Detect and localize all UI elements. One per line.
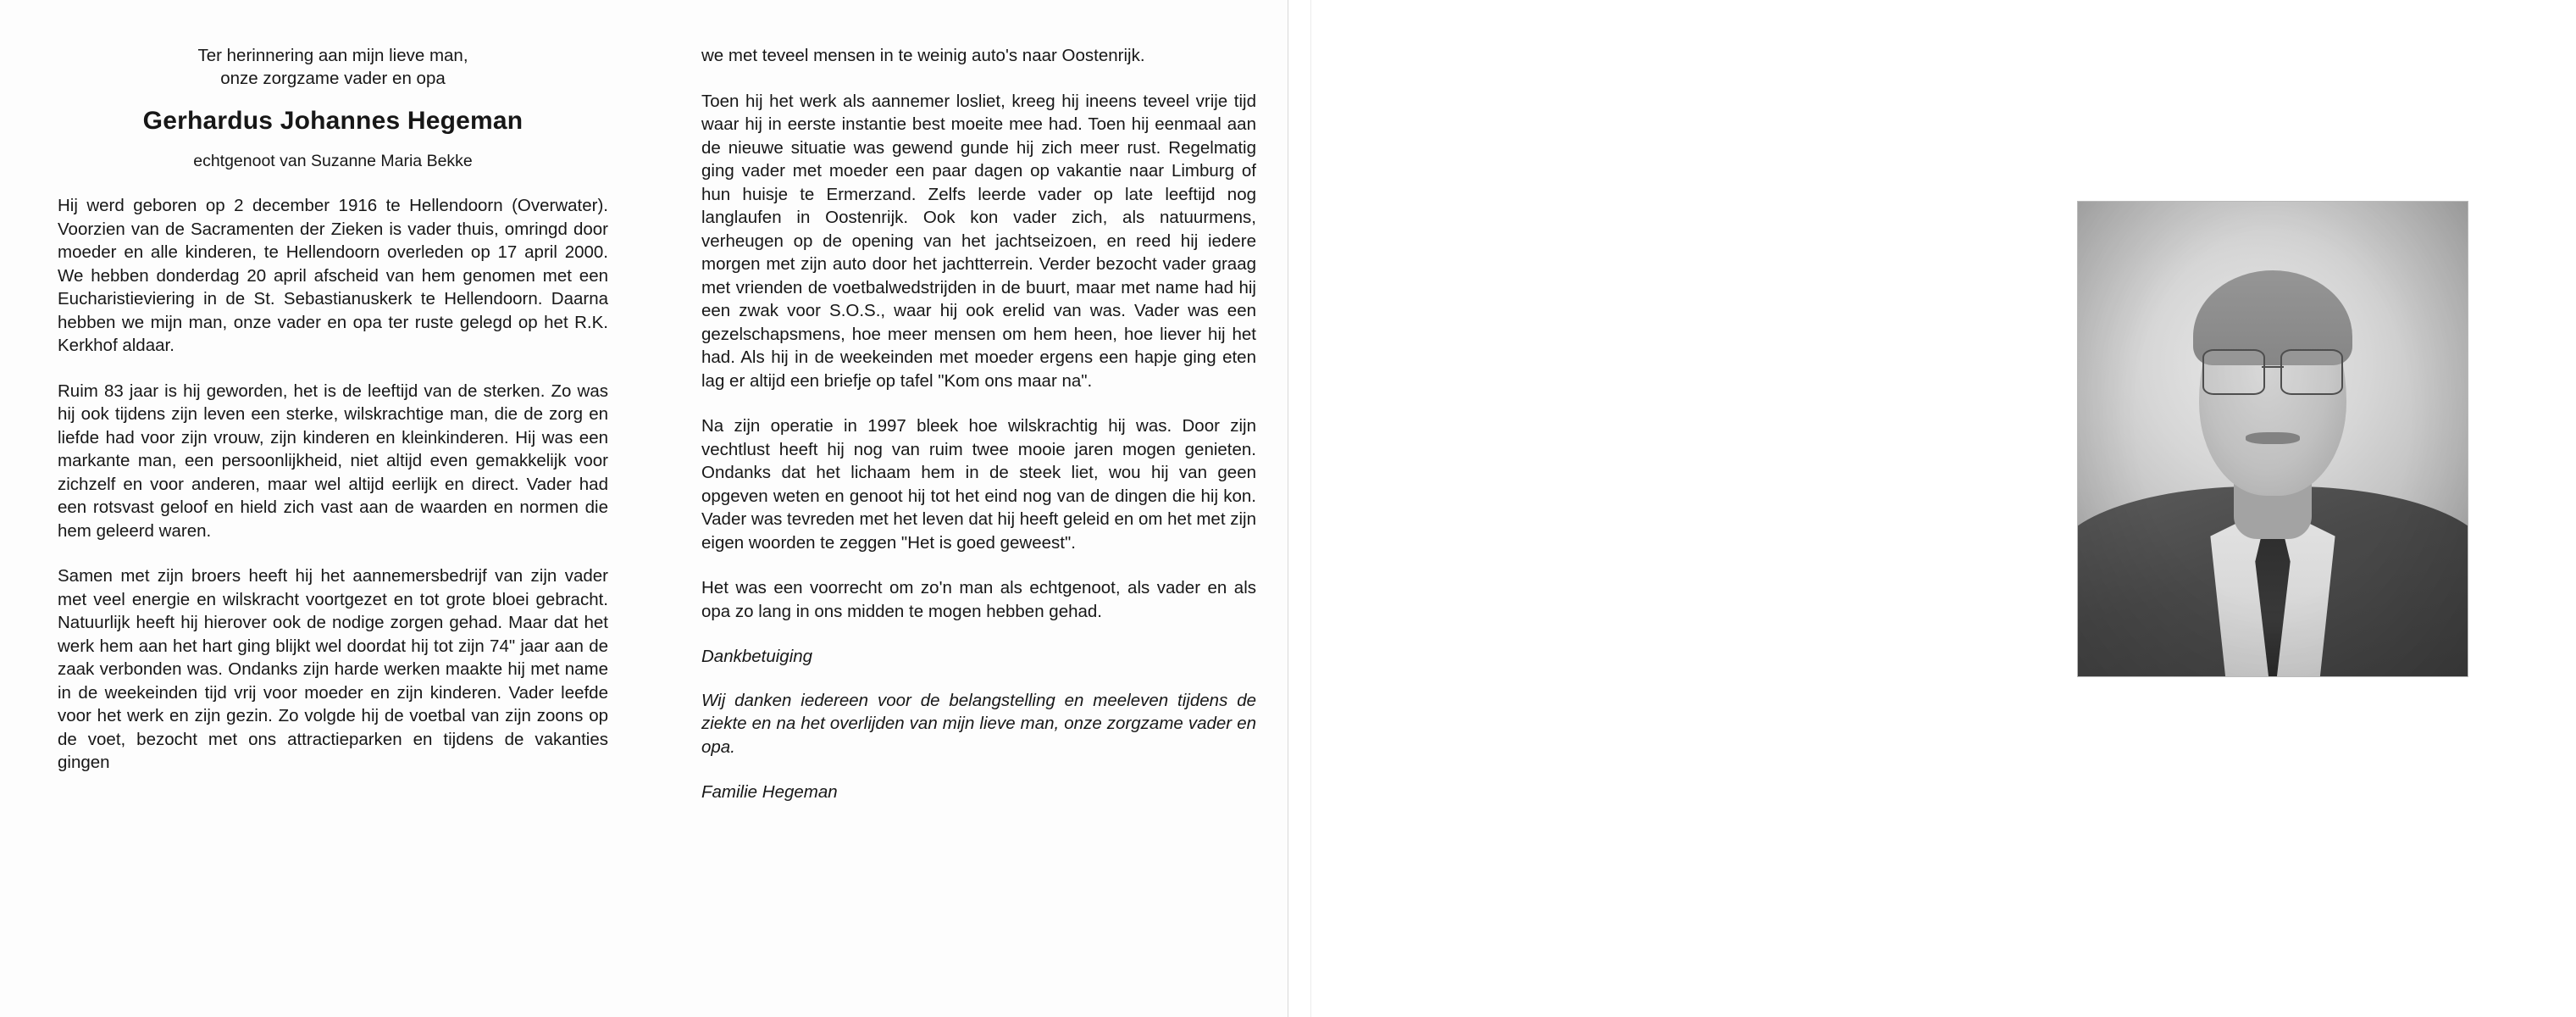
- photo-vignette: [2078, 202, 2468, 676]
- left-paragraph-2: Ruim 83 jaar is hij geworden, het is de leeftijd van de sterken. Zo was hij ook tijdens zijn leven een sterke, wilskrachtige man, die de zorg en liefde had voor zijn vrouw, zijn kinderen en kleinkinderen. Hij was een markante man, een persoonlijkheid, niet altijd even gemakkelijk voor zichzelf en voor anderen, maar wel altijd eerlijk en direct. Vader had een rotsvast geloof en hield zich vast aan de waarden en normen die hem geleerd waren.: [58, 381, 608, 541]
- middle-text-column: [701, 44, 1256, 804]
- portrait-photo: [2077, 201, 2468, 677]
- spouse-line: echtgenoot van Suzanne Maria Bekke: [193, 152, 473, 170]
- fold-line-right: [1310, 0, 1311, 1017]
- dedication-line-1: Ter herinnering aan mijn lieve man,: [197, 46, 468, 65]
- left-paragraph-1: Hij werd geboren op 2 december 1916 te Hellendoorn (Overwater). Voorzien van de Sacramenten der Zieken is vader thuis, omringd door moeder en alle kinderen, te Hellendoorn overleden op 17 april 2000. We hebben donderdag 20 april afscheid van hem genomen met een Eucharistieviering in de St. Sebastianuskerk te Hellendoorn. Daarna hebben we mijn man, onze vader en opa ter ruste gelegd op het R.K. Kerkhof aldaar.: [58, 196, 608, 355]
- deceased-name: Gerhardus Johannes Hegeman: [142, 107, 524, 135]
- left-text-column: [58, 44, 608, 775]
- middle-paragraph-3: Na zijn operatie in 1997 bleek hoe wilskrachtig hij was. Door zijn vechtlust heeft hij nog van ruim twee mooie jaren mogen genieten. Ondanks dat het lichaam hem in de steek liet, wou hij van geen opgeven weten en genoot hij tot het eind nog van de dingen die hij kon. Vader was tevreden met het leven dat hij heeft geleid en om het met zijn eigen woorden te zeggen "Het is goed geweest".: [701, 416, 1256, 553]
- middle-paragraph-2: Toen hij het werk als aannemer losliet, kreeg hij ineens teveel vrije tijd waar hij in eerste instantie best moeite mee had. Toen hij eenmaal aan de nieuwe situatie was gewend gunde hij zich meer rust. Regelmatig ging vader met moeder een paar dagen op vakantie naar Limburg of hun huisje te Ermerzand. Zelfs leerde vader op late leeftijd nog langlaufen in Oostenrijk. Ook kon vader zich, als natuurmens, verheugen op de opening van het jachtseizoen, en reed hij iedere morgen met zijn auto door het jachtterrein. Verder bezocht vader graag met vrienden de voetbalwedstrijden in de buurt, maar met name had hij een zwak voor S.O.S., waar hij ook erelid van was. Vader was een gezelschapsmens, hoe meer mensen om hem heen, hoe liever hij het had. Als hij in de weekeinden met moeder ergens een hapje ging eten lag er altijd een briefje op tafel "Kom ons maar na".: [701, 91, 1256, 391]
- dedication-line-2: onze zorgzame vader en opa: [220, 69, 446, 88]
- left-paragraph-3: Samen met zijn broers heeft hij het aannemersbedrijf van zijn vader met veel energie en wilskracht voortgezet en tot grote bloei gebracht. Natuurlijk heeft hij hierover ook de nodige zorgen gehad. Maar dat het werk hem aan het hart ging blijkt wel doordat hij tot zijn 74" jaar aan de zaak verbonden was. Ondanks zijn harde werken maakte hij met name in de weekeinden tijd vrij voor moeder en zijn kinderen. Vader leefde voor het werk en zijn gezin. Zo volgde hij de voetbal van zijn zoons op de voet, bezocht met ons attractieparken en tijdens de vakanties gingen: [58, 566, 608, 772]
- family-signature: Familie Hegeman: [701, 782, 838, 802]
- thanks-body: Wij danken iedereen voor de belangstelling en meeleven tijdens de ziekte en na het overlijden van mijn lieve man, onze zorgzame vader en opa.: [701, 690, 1256, 757]
- middle-paragraph-1: we met teveel mensen in te weinig auto's naar Oostenrijk.: [701, 46, 1145, 65]
- middle-paragraph-4: Het was een voorrecht om zo'n man als echtgenoot, als vader en als opa zo lang in ons midden te mogen hebben gehad.: [701, 578, 1256, 621]
- thanks-title: Dankbetuiging: [701, 647, 813, 666]
